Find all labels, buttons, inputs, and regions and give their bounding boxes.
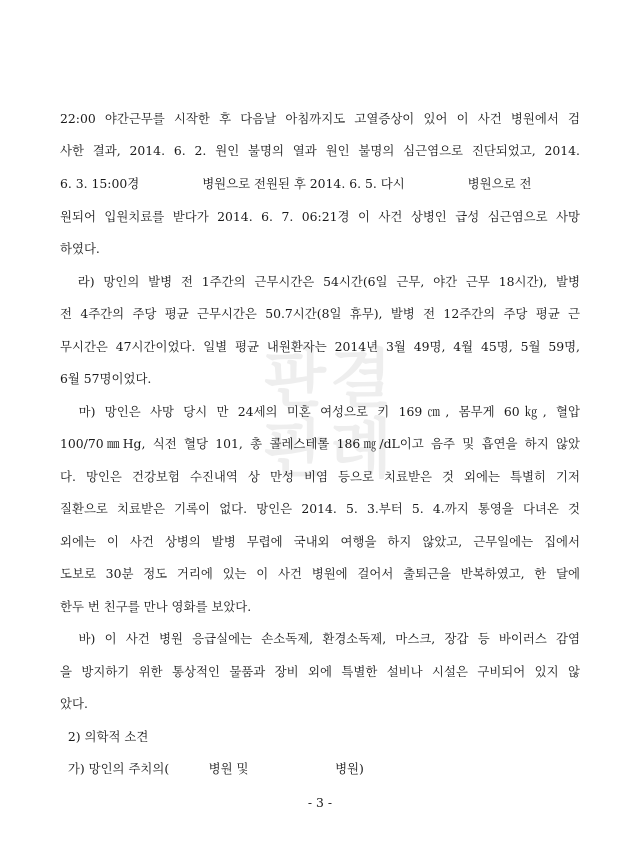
watermark-row-1: 판결	[264, 343, 396, 417]
body-line: 6. 3. 15:00경 병원으로 전원된 후 2014. 6. 5. 다시 병원으로 전	[60, 176, 532, 191]
body-line: 무시간은 47시간이었다. 일별 평균 내원환자는 2014년 3월 49명, 4월 45명, 5월 59명,	[60, 339, 580, 354]
page-number: - 3 -	[307, 795, 333, 810]
body-line: 22:00 야간근무를 시작한 후 다음날 아침까지도 고열증상이 있어 이 사건 병원에서 검	[60, 111, 580, 126]
body-line: 다. 망인은 건강보험 수진내역 상 만성 비염 등으로 치료받은 것 외에는 특별히 기저	[60, 469, 580, 484]
body-line: 전 4주간의 주당 평균 근무시간은 50.7시간(8일 휴무), 발병 전 12주간의 주당 평균 근	[60, 306, 580, 321]
body-line: 외에는 이 사건 상병의 발병 무렵에 국내외 여행을 하지 않았고, 근무일에는 집에서	[60, 534, 580, 549]
body-line: 마) 망인은 사망 당시 만 24세의 미혼 여성으로 키 169㎝, 몸무게 60㎏, 혈압	[60, 404, 580, 419]
body-line: 았다.	[60, 696, 88, 711]
body-line: 바) 이 사건 병원 응급실에는 손소독제, 환경소독제, 마스크, 장갑 등 바이러스 감염	[60, 631, 580, 646]
body-line: 도보로 30분 정도 거리에 있는 이 사건 병원에 걸어서 출퇴근을 반복하였고, 한 달에	[60, 566, 580, 581]
body-line: 질환으로 치료받은 기록이 없다. 망인은 2014. 5. 3.부터 5. 4.까지 통영을 다녀온 것	[60, 501, 580, 516]
body-line: 라) 망인의 발병 전 1주간의 근무시간은 54시간(6일 근무, 야간 근무 18시간), 발병	[60, 274, 580, 289]
body-line: 사한 결과, 2014. 6. 2. 원인 불명의 열과 원인 불명의 심근염으로 진단되었고, 2014.	[60, 143, 580, 158]
body-line: 을 방지하기 위한 통상적인 물품과 장비 외에 특별한 설비나 시설은 구비되어 있지 않	[60, 664, 580, 679]
body-line: 가) 망인의 주치의( 병원 및 병원)	[60, 761, 364, 776]
body-line: 100/70㎜Hg, 식전 혈당 101, 총 콜레스테롤 186㎎/dL이고 음주 및 흡연을 하지 않았	[60, 436, 580, 451]
section-heading: 2) 의학적 소견	[60, 729, 149, 744]
body-line: 6월 57명이었다.	[60, 371, 152, 386]
body-line: 원되어 입원치료를 받다가 2014. 6. 7. 06:21경 이 사건 상병인 급성 심근염으로 사망	[60, 209, 580, 224]
body-line: 한두 번 친구를 만나 영화를 보았다.	[60, 599, 252, 614]
watermark-row-2: 판례	[264, 413, 396, 487]
body-line: 하였다.	[60, 241, 100, 256]
